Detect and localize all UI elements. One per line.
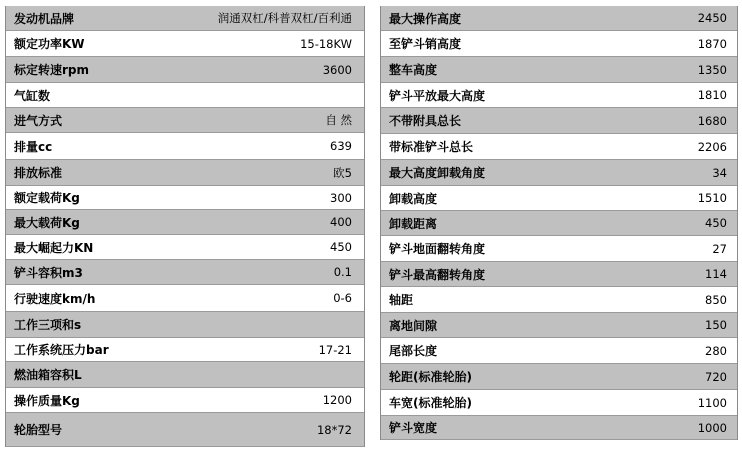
spec-value: 850 [705,292,727,307]
spec-row [381,134,737,160]
spec-label: 至铲斗销高度 [389,37,462,51]
spec-label: 行驶速度km/h [14,291,96,306]
spec-label: 额定载荷Kg [14,191,80,205]
spec-value: 27 [712,241,727,256]
spec-row [6,413,364,447]
spec-value: 欧5 [333,165,352,180]
spec-value: 1200 [322,393,352,407]
spec-value: 1350 [697,62,727,77]
spec-label: 进气方式 [14,113,63,128]
spec-label: 卸载距离 [389,216,438,231]
spec-row [6,83,364,108]
spec-value: 18*72 [316,422,352,437]
spec-label: 最大高度卸载角度 [389,166,486,180]
spec-label: 铲斗宽度 [389,421,438,435]
spec-value: 1510 [697,191,727,205]
spec-label: 排放标准 [14,166,63,180]
spec-value: 自 然 [325,113,352,127]
spec-value: 34 [712,165,727,180]
spec-row [6,362,364,388]
spec-label: 排量cc [14,139,53,154]
spec-label: 轮距(标准轮胎) [389,370,472,384]
spec-row [381,31,737,57]
spec-label: 车宽(标准轮胎) [389,396,472,410]
spec-label: 卸载高度 [389,191,438,206]
spec-row [381,108,737,134]
spec-value: 15-18KW [300,36,352,51]
spec-value: 1680 [697,113,727,128]
spec-label: 燃油箱容积L [14,368,82,382]
spec-row [381,313,737,338]
spec-value: 2450 [697,11,727,25]
spec-row [6,6,364,31]
spec-value: 2206 [697,139,727,154]
spec-row [381,262,737,287]
spec-label: 最大载荷Kg [14,215,80,230]
spec-value: 639 [330,139,352,153]
spec-row [6,108,364,133]
spec-table-left [5,6,365,447]
spec-value: 1810 [697,88,727,102]
spec-row [6,285,364,312]
spec-label: 气缸数 [14,88,51,103]
spec-value: 450 [330,240,352,254]
spec-row [381,236,737,262]
spec-table-right [380,6,738,440]
spec-row [6,260,364,285]
spec-value: 3600 [322,62,352,77]
spec-value: 润通双杠/科普双杠/百利通 [217,11,352,25]
spec-value: 17-21 [318,342,352,357]
spec-row [6,210,364,235]
spec-row [6,338,364,362]
spec-row [6,160,364,186]
spec-row [381,160,737,186]
spec-row [381,287,737,313]
spec-row [6,31,364,57]
spec-label: 尾部长度 [389,344,438,358]
spec-label: 带标准铲斗总长 [389,140,474,154]
spec-label: 额定功率KW [14,37,85,51]
spec-label: 工作系统压力bar [14,343,109,357]
spec-label: 铲斗地面翻转角度 [389,242,486,256]
spec-value: 0.1 [333,265,352,279]
spec-row [6,235,364,260]
spec-value: 300 [330,190,352,205]
spec-row [381,390,737,416]
spec-label: 铲斗容积m3 [14,265,83,280]
spec-row [381,186,737,211]
spec-value: 0-6 [333,291,352,305]
spec-value: 280 [705,343,727,358]
spec-row [6,186,364,210]
spec-row [381,364,737,390]
spec-value: 1100 [697,395,727,410]
spec-value: 450 [705,216,727,230]
spec-value: 114 [705,267,727,281]
spec-label: 操作质量Kg [14,393,80,408]
spec-value: 1870 [697,36,727,51]
spec-label: 不带附具总长 [389,114,462,128]
spec-row [6,388,364,413]
spec-value: 150 [705,318,727,332]
spec-row [381,6,737,31]
spec-label: 最大操作高度 [389,11,462,26]
spec-value: 1000 [697,420,727,435]
spec-row [381,338,737,364]
spec-row [6,133,364,160]
spec-label: 整车高度 [389,63,438,77]
spec-row [6,312,364,338]
spec-label: 最大崛起力KN [14,240,94,255]
spec-label: 标定转速rpm [14,63,90,77]
spec-row [381,57,737,83]
spec-label: 铲斗平放最大高度 [389,88,486,103]
spec-row [381,211,737,236]
spec-row [6,57,364,83]
spec-label: 铲斗最高翻转角度 [389,267,486,282]
spec-label: 离地间隙 [389,318,438,333]
spec-row [381,83,737,108]
spec-label: 工作三项和s [14,318,82,332]
spec-value: 400 [330,215,352,229]
spec-row [381,416,737,440]
spec-value: 720 [705,369,727,384]
spec-label: 发动机品牌 [14,11,75,26]
spec-label: 轮胎型号 [14,423,63,437]
spec-label: 轴距 [389,293,414,307]
